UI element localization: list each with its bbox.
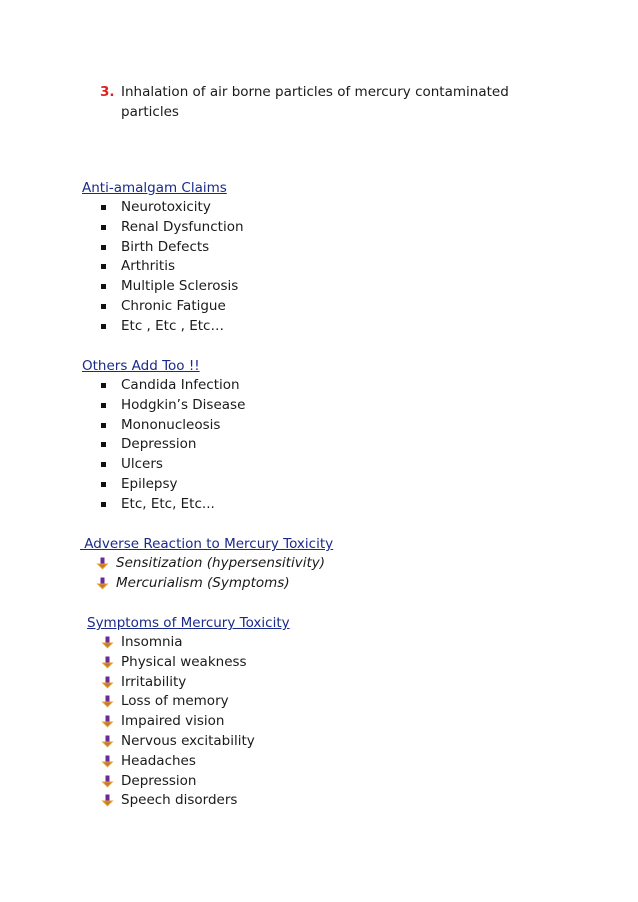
square-bullet-icon [101, 324, 106, 329]
square-bullet-icon [101, 482, 106, 487]
square-bullet-icon [101, 442, 106, 447]
down-arrow-icon [101, 676, 114, 689]
down-arrow-icon [101, 715, 114, 728]
section-heading-adverse-reaction: Adverse Reaction to Mercury Toxicity [80, 536, 334, 552]
down-arrow-icon [96, 557, 109, 570]
section-heading-symptoms: Symptoms of Mercury Toxicity [87, 615, 290, 631]
square-bullet-icon [101, 264, 106, 269]
section-heading-others-add-too: Others Add Too !! [82, 358, 200, 374]
down-arrow-icon [101, 656, 114, 669]
down-arrow-icon [101, 636, 114, 649]
square-bullet-icon [101, 423, 106, 428]
square-bullet-icon [101, 284, 106, 289]
down-arrow-icon [101, 794, 114, 807]
square-bullet-icon [101, 245, 106, 250]
square-bullet-icon [101, 383, 106, 388]
square-bullet-icon [101, 205, 106, 210]
square-bullet-icon [101, 225, 106, 230]
item-text: Inhalation of air borne particles of mercury contaminated particles [121, 84, 509, 120]
square-bullet-icon [101, 462, 106, 467]
down-arrow-icon [101, 775, 114, 788]
down-arrow-icon [101, 695, 114, 708]
item-number: 3. [100, 84, 115, 100]
document-page: 3. Inhalation of air borne particles of mercury contaminated particles Anti-amalgam Claims Neurotoxicity Renal Dysfunction Birth Defects Arthritis Multiple Sclerosis Chronic Fatigue Etc , Etc , Etc… Others Add Too !! Candida Infection Hodgkin’s Disease Mononucleosis Depression Ulcers Epilepsy Etc, Etc, Etc... Adverse Reaction to Mercury Toxicity Sensitization (hypersensitivity) Mercurialism (Symptoms) Symptoms of Mercury Toxicity Insomnia Physical weakness Irritability Loss of memory Impaired vision Nervous excitability Headaches Depression Speech disorders [0, 0, 638, 902]
down-arrow-icon [96, 577, 109, 590]
square-bullet-icon [101, 502, 106, 507]
numbered-item [100, 82, 520, 122]
square-bullet-icon [101, 304, 106, 309]
square-bullet-icon [101, 403, 106, 408]
down-arrow-icon [101, 735, 114, 748]
down-arrow-icon [101, 755, 114, 768]
section-heading-anti-amalgam-claims: Anti-amalgam Claims [82, 180, 227, 196]
